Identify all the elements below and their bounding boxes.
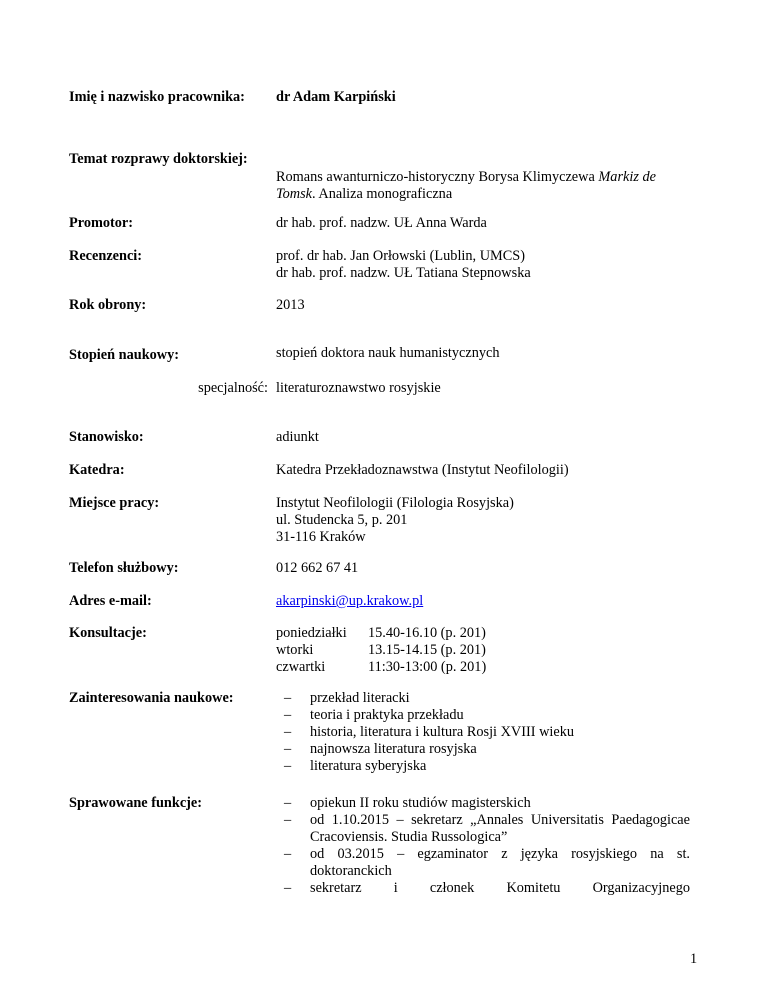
topic-line1-plain: Romans awanturniczo-historyczny Borysa Klimyczewa xyxy=(276,169,599,185)
consultations-table xyxy=(276,625,486,676)
topic-line2-plain: . Analiza monograficzna xyxy=(312,186,453,202)
functions-list xyxy=(284,795,690,897)
dissertation-topic-value xyxy=(276,169,656,203)
consultations-label: Konsultacje: xyxy=(69,625,147,641)
dash-bullet: – xyxy=(284,724,292,740)
list-item: – od 03.2015 – egzaminator z języka rosyjskiego na st. doktoranckich xyxy=(284,846,690,879)
dash-bullet: – xyxy=(284,880,292,896)
list-item: – od 1.10.2015 – sekretarz „Annales Universitatis Paedagogicae Cracoviensis. Studia Russologica” xyxy=(284,812,690,845)
email-link[interactable]: akarpinski@up.krakow.pl xyxy=(276,593,424,609)
dash-bullet: – xyxy=(284,707,292,723)
page-number: 1 xyxy=(690,951,698,967)
list-item: – sekretarz i członek Komitetu Organizacyjnego xyxy=(284,880,690,896)
consultation-day: poniedziałki xyxy=(276,625,347,641)
workplace-label: Miejsce pracy: xyxy=(69,495,160,511)
consultation-day: czwartki xyxy=(276,659,326,675)
promoter-value: dr hab. prof. nadzw. UŁ Anna Warda xyxy=(276,215,487,231)
degree-value: stopień doktora nauk humanistycznych xyxy=(276,345,500,361)
degree-label: Stopień naukowy: xyxy=(69,347,180,363)
list-item: – literatura syberyjska xyxy=(284,758,427,774)
phone-label: Telefon służbowy: xyxy=(69,560,179,576)
reviewers-list xyxy=(276,248,531,282)
dash-bullet: – xyxy=(284,795,292,811)
workplace-address xyxy=(276,495,514,546)
list-item: – najnowsza literatura rosyjska xyxy=(284,741,477,757)
consultation-time: 11:30-13:00 (p. 201) xyxy=(368,659,487,675)
workplace-line: 31-116 Kraków xyxy=(276,529,366,545)
consultation-time: 13.15-14.15 (p. 201) xyxy=(368,642,486,658)
workplace-line: Instytut Neofilologii (Filologia Rosyjska) xyxy=(276,495,514,511)
dash-bullet: – xyxy=(284,812,292,828)
interests-label: Zainteresowania naukowe: xyxy=(69,690,234,706)
dash-bullet: – xyxy=(284,741,292,757)
position-label: Stanowisko: xyxy=(69,429,144,445)
list-item: – opiekun II roku studiów magisterskich xyxy=(284,795,531,811)
list-item: – teoria i praktyka przekładu xyxy=(284,707,464,723)
list-item: – przekład literacki xyxy=(284,690,410,706)
promoter-label: Promotor: xyxy=(69,215,134,231)
dash-bullet: – xyxy=(284,846,292,862)
dash-bullet: – xyxy=(284,758,292,774)
reviewers-label: Recenzenci: xyxy=(69,248,143,264)
consultation-row xyxy=(276,659,486,676)
consultation-row xyxy=(276,625,486,642)
dissertation-topic-label: Temat rozprawy doktorskiej: xyxy=(69,151,248,167)
topic-line1-italic: Markiz de xyxy=(598,169,656,185)
defense-year-value: 2013 xyxy=(276,297,305,313)
topic-line2-italic: Tomsk xyxy=(276,186,313,202)
email-label: Adres e-mail: xyxy=(69,593,152,609)
consultation-time: 15.40-16.10 (p. 201) xyxy=(368,625,486,641)
consultation-day: wtorki xyxy=(276,642,314,658)
reviewer: dr hab. prof. nadzw. UŁ Tatiana Stepnowska xyxy=(276,265,531,281)
department-label: Katedra: xyxy=(69,462,125,478)
reviewer: prof. dr hab. Jan Orłowski (Lublin, UMCS) xyxy=(276,248,525,264)
functions-label: Sprawowane funkcje: xyxy=(69,795,203,811)
position-value: adiunkt xyxy=(276,429,319,445)
phone-value: 012 662 67 41 xyxy=(276,560,359,576)
interests-list xyxy=(284,690,574,775)
specialty-value: literaturoznawstwo rosyjskie xyxy=(276,380,441,396)
defense-year-label: Rok obrony: xyxy=(69,297,147,313)
employee-name-label: Imię i nazwisko pracownika: xyxy=(69,89,245,105)
list-item: – historia, literatura i kultura Rosji XVIII wieku xyxy=(284,724,575,740)
workplace-line: ul. Studencka 5, p. 201 xyxy=(276,512,408,528)
specialty-label: specjalność: xyxy=(198,380,268,396)
employee-name-value: dr Adam Karpiński xyxy=(276,89,396,105)
consultation-row xyxy=(276,642,486,659)
department-value: Katedra Przekładoznawstwa (Instytut Neofilologii) xyxy=(276,462,569,478)
dash-bullet: – xyxy=(284,690,292,706)
